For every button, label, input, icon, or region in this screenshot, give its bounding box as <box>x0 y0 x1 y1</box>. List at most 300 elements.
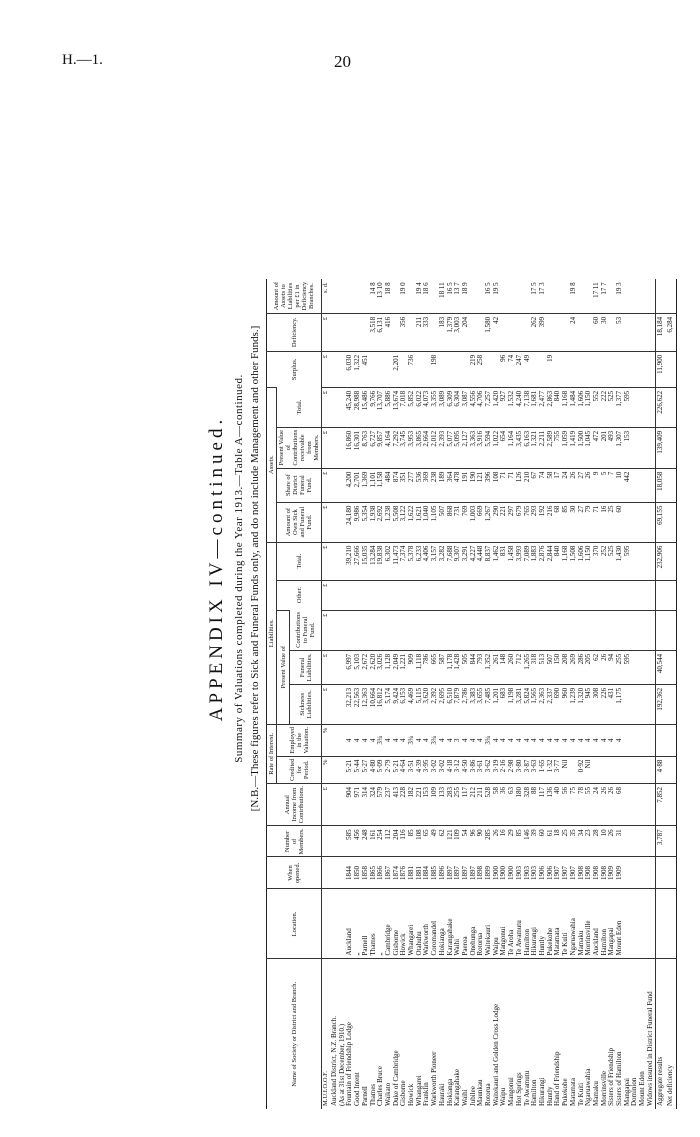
branch-amount: 16 5 <box>445 282 454 295</box>
branch-name: Rotorua <box>485 959 493 1109</box>
branch-share: 369 <box>423 468 431 502</box>
aggregate-own-fund: 69,155 <box>655 502 666 542</box>
branch-name: Mount Eden <box>639 959 647 1109</box>
branch-surplus <box>585 351 593 387</box>
branch-own-fund: 507 <box>439 502 447 542</box>
hdr-present-value: Present Value of <box>277 610 290 724</box>
branch-surplus <box>593 351 601 387</box>
branch-share: 5 <box>601 468 609 502</box>
branch-income: 68 <box>616 783 624 825</box>
branch-location: Auckland <box>593 889 601 959</box>
branch-location: Cambridge <box>385 889 393 959</box>
branch-deficiency: 53 <box>616 313 624 351</box>
branch-income: 228 <box>400 783 408 825</box>
branch-contrib <box>354 610 362 650</box>
branch-income: 136 <box>547 783 555 825</box>
branch-credited: 4·18 <box>447 756 455 783</box>
branch-sickness: 690 <box>554 684 562 724</box>
hdr-name: Name of Society or District and Branch. <box>267 959 322 1109</box>
hdr-liabilities: Liabilities. <box>267 542 277 724</box>
branch-assets-total: 5,852 <box>408 387 416 427</box>
branch-surplus: 258 <box>477 351 485 387</box>
branch-credited: 5·21 <box>346 756 354 783</box>
branch-pv: 5,077 <box>447 427 455 468</box>
branch-own-fund: 68 <box>554 502 562 542</box>
branch-sickness: 16,812 <box>377 684 385 724</box>
branch-assets-total: 552 <box>593 387 601 427</box>
branch-members: 39 <box>531 826 539 857</box>
branch-total: 3,291 <box>462 542 470 580</box>
branch-sickness: 1,565 <box>531 684 539 724</box>
branch-other <box>647 580 655 610</box>
branch-credited: Nil <box>585 756 593 783</box>
branch-income: 117 <box>539 783 547 825</box>
branch-members: 108 <box>416 826 424 857</box>
branch-funeral: 94 <box>608 650 616 684</box>
branch-funeral: 1,221 <box>400 650 408 684</box>
branch-credited: 2·16 <box>500 756 508 783</box>
branch-name: Sisters of Friendship <box>608 959 616 1109</box>
branch-location: Howick <box>400 889 408 959</box>
branch-surplus: 736 <box>408 351 416 387</box>
aggregate-surplus: 11,900 <box>655 351 666 387</box>
branch-location: Morrinsville <box>585 889 593 959</box>
branch-contrib <box>393 610 401 650</box>
branch-assets-total: 4,556 <box>470 387 478 427</box>
branch-members: 456 <box>354 826 362 857</box>
branch-credited <box>647 756 655 783</box>
branch-sickness <box>639 684 647 724</box>
appendix-title: APPENDIX IV—continued. <box>206 415 227 722</box>
branch-income <box>631 783 639 825</box>
branch-deficiency <box>516 313 524 351</box>
branch-total: 4,227 <box>470 542 478 580</box>
branch-name: Waitekauri and Golden Cross Lodge <box>493 959 501 1109</box>
branch-contrib <box>346 610 354 650</box>
branch-income: 63 <box>508 783 516 825</box>
branch-surplus: 1,322 <box>354 351 362 387</box>
branch-income <box>639 783 647 825</box>
branch-credited: 0·92 <box>578 756 586 783</box>
branch-name: Karangahake <box>454 959 462 1109</box>
branch-other <box>423 580 431 610</box>
branch-total: 1,168 <box>562 542 570 580</box>
hdr-assets-total: Total. <box>277 387 322 427</box>
branch-own-fund: 16 <box>601 502 609 542</box>
branch-other <box>477 580 485 610</box>
branch-location: Mangapai <box>608 889 616 959</box>
branch-contrib <box>423 610 431 650</box>
society-name: M.U.I.O.O.F. <box>322 959 332 1109</box>
branch-name: Howick <box>408 959 416 1109</box>
branch-funeral: 793 <box>477 650 485 684</box>
branch-other <box>616 580 624 610</box>
branch-opened: 1897 <box>462 857 470 889</box>
branch-location: Waihi <box>454 889 462 959</box>
branch-share: 442 <box>624 468 632 502</box>
branch-own-fund: 765 <box>524 502 532 542</box>
branch-opened: 1881 <box>416 857 424 889</box>
branch-deficiency: 204 <box>462 313 470 351</box>
branch-amount: 19 8 <box>568 282 577 295</box>
branch-own-fund: 216 <box>547 502 555 542</box>
branch-credited <box>631 756 639 783</box>
branch-share: 1,158 <box>377 468 385 502</box>
branch-employed: 3¾ <box>377 724 385 756</box>
branch-deficiency: 262 <box>531 313 539 351</box>
branch-opened: 1867 <box>385 857 393 889</box>
branch-share: 364 <box>447 468 455 502</box>
branch-share: 277 <box>408 468 416 502</box>
branch-funeral: 505 <box>462 650 470 684</box>
branch-credited: 5·44 <box>354 756 362 783</box>
report-code: H.—1. <box>62 52 103 68</box>
branch-other <box>470 580 478 610</box>
branch-surplus <box>454 351 462 387</box>
branch-assets-total: 4,240 <box>516 387 524 427</box>
branch-members: 49 <box>431 826 439 857</box>
branch-surplus <box>416 351 424 387</box>
branch-share: 24 <box>562 468 570 502</box>
branch-deficiency: 24 <box>570 313 578 351</box>
branch-own-fund: 25 <box>608 502 616 542</box>
table-row <box>631 279 639 1109</box>
branch-sickness: 1,201 <box>493 684 501 724</box>
branch-income: 314 <box>362 783 370 825</box>
branch-pv: 3,916 <box>477 427 485 468</box>
branch-credited: 5·27 <box>362 756 370 783</box>
branch-income: 26 <box>608 783 616 825</box>
branch-sickness: 3,281 <box>516 684 524 724</box>
branch-own-fund: 24,180 <box>346 502 354 542</box>
branch-employed: 4 <box>547 724 555 756</box>
branch-contrib <box>493 610 501 650</box>
branch-contrib <box>416 610 424 650</box>
branch-pv: 8,763 <box>362 427 370 468</box>
branch-employed: 4 <box>578 724 586 756</box>
branch-employed <box>624 724 632 756</box>
branch-other <box>377 580 385 610</box>
branch-share: 58 <box>547 468 555 502</box>
hdr-income: Annual Income from Contributions. <box>267 783 322 825</box>
branch-share <box>631 468 639 502</box>
branch-members: 109 <box>454 826 462 857</box>
branch-opened: 1900 <box>500 857 508 889</box>
branch-total: 2,876 <box>539 542 547 580</box>
branch-share: 191 <box>462 468 470 502</box>
hdr-contributions-funeral: Contributions to Funeral Fund. <box>290 610 322 650</box>
branch-assets-total: 7,138 <box>524 387 532 427</box>
branch-surplus <box>370 351 378 387</box>
branch-amount: 13 10 <box>376 282 385 299</box>
branch-employed: 4 <box>477 724 485 756</box>
branch-opened: 1907 <box>554 857 562 889</box>
branch-surplus <box>647 351 655 387</box>
branch-funeral: 507 <box>547 650 555 684</box>
hdr-members: Number of Members. <box>267 826 322 857</box>
branch-share <box>647 468 655 502</box>
branch-opened <box>647 857 655 889</box>
branch-income: 283 <box>447 783 455 825</box>
valuation-table <box>266 279 677 1109</box>
branch-credited <box>593 756 601 783</box>
unit-deficiency: £ <box>322 313 332 351</box>
branch-share: 484 <box>385 468 393 502</box>
branch-surplus <box>562 351 570 387</box>
branch-total: 3,282 <box>439 542 447 580</box>
branch-pv: 2,012 <box>431 427 439 468</box>
branch-members: 34 <box>578 826 586 857</box>
branch-opened: 1903 <box>516 857 524 889</box>
net-deficiency-label: Net deficiency <box>666 959 677 1109</box>
branch-location: Whangarei <box>408 889 416 959</box>
branch-total: 3,993 <box>516 542 524 580</box>
branch-own-fund: 1,938 <box>370 502 378 542</box>
hdr-location: Location. <box>267 889 322 959</box>
branch-amount <box>470 279 478 313</box>
branch-other <box>462 580 470 610</box>
branch-members <box>647 826 655 857</box>
branch-assets-total: 5,886 <box>385 387 393 427</box>
branch-members: 112 <box>385 826 393 857</box>
branch-share: 126 <box>516 468 524 502</box>
aggregate-label: Aggregate results <box>655 959 666 1109</box>
branch-location: Huntly <box>539 889 547 959</box>
branch-own-fund: 60 <box>616 502 624 542</box>
net-deficiency-value: 6,284 <box>666 313 677 351</box>
branch-income: 904 <box>346 783 354 825</box>
branch-members: 29 <box>508 826 516 857</box>
branch-amount: 18 9 <box>460 282 469 295</box>
branch-surplus <box>439 351 447 387</box>
aggregate-deficiency: 18,184 <box>655 313 666 351</box>
branch-share: 478 <box>454 468 462 502</box>
branch-funeral: 2,620 <box>370 650 378 684</box>
branch-location: Ngaruawahia <box>570 889 578 959</box>
branch-opened: 1884 <box>423 857 431 889</box>
branch-total: 6,233 <box>416 542 424 580</box>
branch-assets-total: 4,073 <box>423 387 431 427</box>
branch-assets-total: 222 <box>601 387 609 427</box>
branch-location: Pukekohe <box>547 889 555 959</box>
branch-location: Hokianga <box>439 889 447 959</box>
branch-location <box>631 889 639 959</box>
branch-employed: 4 <box>516 724 524 756</box>
branch-amount <box>624 279 632 313</box>
branch-assets-total <box>639 387 647 427</box>
hdr-total: Total. <box>277 542 322 580</box>
branch-surplus <box>631 351 639 387</box>
unit-pct2: % <box>322 724 332 756</box>
branch-other <box>570 580 578 610</box>
branch-own-fund <box>631 502 639 542</box>
branch-other <box>524 580 532 610</box>
branch-deficiency <box>508 313 516 351</box>
branch-other <box>531 580 539 610</box>
branch-income: 328 <box>524 783 532 825</box>
branch-assets-total: 6,022 <box>416 387 424 427</box>
branch-total: 4,406 <box>423 542 431 580</box>
branch-other <box>639 580 647 610</box>
branch-amount <box>554 279 562 313</box>
branch-surplus <box>608 351 616 387</box>
summary-title: Summary of Valuations completed during the Year 1913.—Table A—continued. <box>233 374 245 763</box>
branch-contrib <box>524 610 532 650</box>
branch-name: Pukekohe <box>562 959 570 1109</box>
branch-pv <box>639 427 647 468</box>
branch-contrib <box>593 610 601 650</box>
branch-opened: 1908 <box>601 857 609 889</box>
aggregate-sickness: 192,362 <box>655 684 666 724</box>
branch-pv: 3,953 <box>408 427 416 468</box>
branch-funeral: 62 <box>593 650 601 684</box>
branch-name: Ngaruawahia <box>585 959 593 1109</box>
branch-name: Hand of Friendship <box>554 959 562 1109</box>
branch-funeral: 205 <box>585 650 593 684</box>
branch-assets-total: 1,484 <box>570 387 578 427</box>
branch-sickness <box>631 684 639 724</box>
branch-funeral: 665 <box>431 650 439 684</box>
branch-pv: 3,435 <box>516 427 524 468</box>
branch-amount: 19 3 <box>615 282 624 295</box>
branch-location: Mangonui <box>500 889 508 959</box>
branch-total <box>639 542 647 580</box>
branch-income: 26 <box>601 783 609 825</box>
branch-name: Waipu <box>500 959 508 1109</box>
branch-employed: 4 <box>593 724 601 756</box>
branch-total: 7,688 <box>447 542 455 580</box>
branch-sickness: 6,153 <box>400 684 408 724</box>
branch-assets-total: 13,674 <box>393 387 401 427</box>
branch-opened <box>624 857 632 889</box>
branch-credited <box>639 756 647 783</box>
branch-opened: 1909 <box>608 857 616 889</box>
branch-members: 161 <box>370 826 378 857</box>
branch-income: 182 <box>408 783 416 825</box>
branch-income: 221 <box>416 783 424 825</box>
branch-opened: 1908 <box>578 857 586 889</box>
branch-opened <box>631 857 639 889</box>
branch-name: Mangapai <box>624 959 632 1109</box>
branch-location <box>639 889 647 959</box>
branch-own-fund: 3,122 <box>400 502 408 542</box>
branch-total: 370 <box>593 542 601 580</box>
branch-funeral: 269 <box>570 650 578 684</box>
branch-deficiency <box>500 313 508 351</box>
branch-assets-total: 13,707 <box>377 387 385 427</box>
branch-own-fund <box>624 502 632 542</box>
branch-surplus <box>485 351 493 387</box>
branch-total: 39,210 <box>346 542 354 580</box>
branch-income: 180 <box>516 783 524 825</box>
aggregate-members: 3,787 <box>655 826 666 857</box>
branch-own-fund: 1,622 <box>408 502 416 542</box>
branch-own-fund: 85 <box>562 502 570 542</box>
hdr-credited: Credited for Period. <box>277 756 322 783</box>
branch-other <box>585 580 593 610</box>
branch-employed: 3¾ <box>485 724 493 756</box>
branch-opened: 1907 <box>570 857 578 889</box>
branch-total: 831 <box>500 542 508 580</box>
branch-deficiency <box>647 313 655 351</box>
branch-sickness: 5,824 <box>524 684 532 724</box>
branch-surplus <box>447 351 455 387</box>
hdr-rate-interest: Rate of Interest. <box>267 724 277 783</box>
branch-assets-total: 2,863 <box>547 387 555 427</box>
branch-location: Paeroa <box>462 889 470 959</box>
branch-amount <box>354 279 362 313</box>
branch-funeral <box>647 650 655 684</box>
branch-sickness: 12,363 <box>362 684 370 724</box>
branch-deficiency: 1,580 <box>485 313 493 351</box>
branch-opened: 1908 <box>593 857 601 889</box>
branch-employed: 4 <box>416 724 424 756</box>
branch-share: 71 <box>500 468 508 502</box>
branch-own-fund: 1,267 <box>485 502 493 542</box>
branch-surplus: 198 <box>431 351 439 387</box>
branch-funeral: 6,997 <box>346 650 354 684</box>
branch-employed: 4 <box>400 724 408 756</box>
branch-own-fund: 679 <box>516 502 524 542</box>
branch-share: 351 <box>400 468 408 502</box>
branch-members: 121 <box>447 826 455 857</box>
branch-location: „ <box>354 889 362 959</box>
branch-funeral: 26 <box>601 650 609 684</box>
branch-own-fund: 9,986 <box>354 502 362 542</box>
branch-name: Huntly <box>547 959 555 1109</box>
branch-employed: 4 <box>354 724 362 756</box>
branch-total: 4,448 <box>477 542 485 580</box>
branch-assets-total: 927 <box>500 387 508 427</box>
branch-share: 189 <box>439 468 447 502</box>
branch-contrib <box>370 610 378 650</box>
branch-deficiency <box>547 313 555 351</box>
branch-surplus <box>578 351 586 387</box>
branch-contrib <box>539 610 547 650</box>
branch-opened: 1899 <box>485 857 493 889</box>
branch-amount: 18 6 <box>422 282 431 295</box>
table-row <box>616 279 624 1109</box>
branch-surplus: 19 <box>547 351 555 387</box>
branch-name: Waihi <box>462 959 470 1109</box>
branch-pv: 755 <box>554 427 562 468</box>
branch-funeral <box>639 650 647 684</box>
branch-amount <box>647 279 655 313</box>
branch-location: Otahuhu <box>416 889 424 959</box>
branch-credited: 1·65 <box>539 756 547 783</box>
branch-sickness: 1,320 <box>578 684 586 724</box>
branch-own-fund: 769 <box>462 502 470 542</box>
branch-total: 840 <box>554 542 562 580</box>
branch-assets-total: 6,309 <box>447 387 455 427</box>
branch-income: 413 <box>393 783 401 825</box>
branch-deficiency <box>554 313 562 351</box>
branch-funeral: 712 <box>516 650 524 684</box>
branch-surplus <box>531 351 539 387</box>
branch-pv: 493 <box>608 427 616 468</box>
branch-name: Dominion <box>631 959 639 1109</box>
branch-total <box>631 542 639 580</box>
branch-opened: 1874 <box>393 857 401 889</box>
branch-funeral: 2,672 <box>362 650 370 684</box>
branch-share: 238 <box>431 468 439 502</box>
branch-members: 285 <box>485 826 493 857</box>
branch-location: Hamilton <box>601 889 609 959</box>
branch-sickness: 308 <box>593 684 601 724</box>
hdr-funeral: Funeral Liabilities. <box>290 650 322 684</box>
branch-funeral: 3,026 <box>377 650 385 684</box>
branch-sickness: 2,695 <box>439 684 447 724</box>
